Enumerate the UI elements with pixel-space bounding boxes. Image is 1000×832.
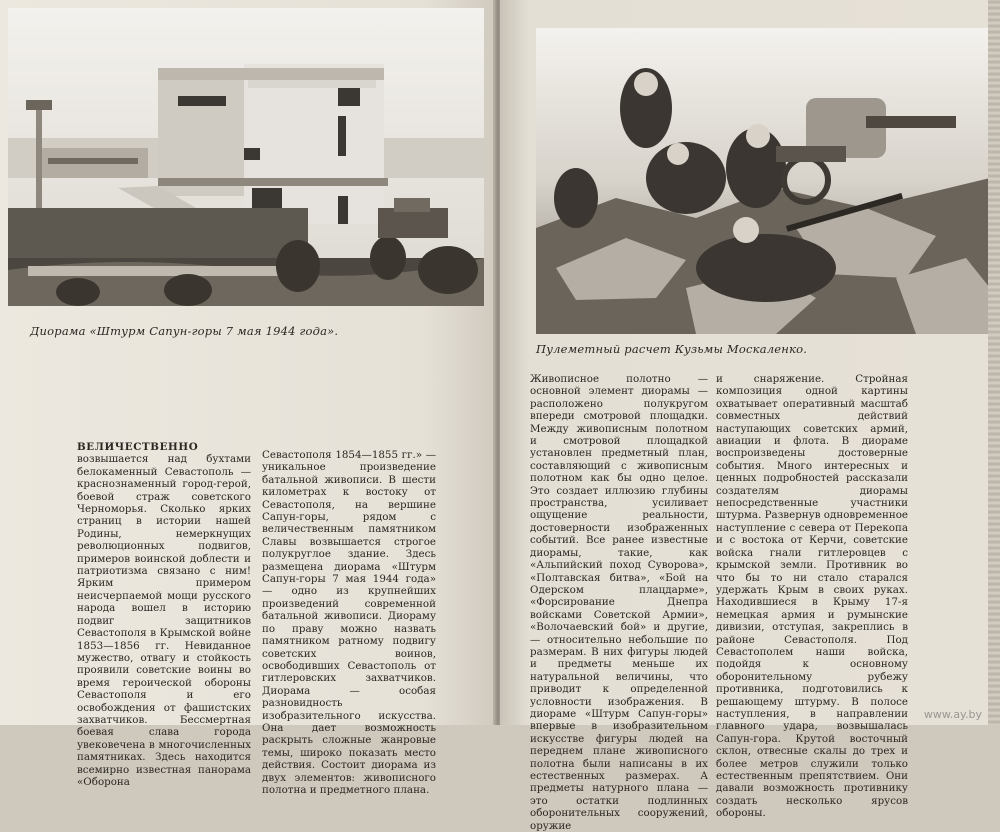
left-photo-caption: Диорама «Штурм Сапун-горы 7 мая 1944 года». <box>30 324 339 338</box>
right-page <box>500 0 990 832</box>
left-column-2: Севастополя 1854—1855 гг.» — уникальное произведение батальной живописи. В шести километрах к востоку от Севастополя, на вершине Сапун-горы, рядом с величественным памятником Славы возвышается строгое полукруглое здание. Здесь размещена диорама «Штурм Сапун-горы 7 мая 1944 года» — одно из крупнейших произведений современной батальной живописи. Диораму по праву можно назвать памятником ратному подвигу советских воинов, освободивших Севастополь от гитлеровских захватчиков. Диорама — особая разновидность изобразительного искусства. Она дает возможность раскрыть сложные жанровые темы, широко показать место действия. Состоит диорама из двух элементов: живописного полотна и предметного плана. <box>262 449 436 796</box>
right-photo-caption: Пулеметный расчет Кузьмы Москаленко. <box>536 342 808 356</box>
left-column-1-text: возвышается над бухтами белокаменный Севастополь — краснознаменный город-герой, боевой страж советского Черноморья. Сколько ярких страниц в истории нашей Родины, немеркнущих революционных подвигов, примеров воинской доблести и патриотизма связано с ним! Ярким примером неисчерпаемой мощи русского народа вошел в историю подвиг защитников Севастополя в Крымской войне 1853—1856 гг. Невиданное мужество, отвагу и стойкость проявили советские воины во время героической обороны Севастополя и его освобождения от фашистских захватчиков. Бессмертная боевая слава города увековечена в многочисленных памятниках. Здесь находится всемирно известная панорама «Оборона <box>77 453 251 788</box>
left-column-1 <box>77 441 251 788</box>
page-stack-edge <box>988 0 1000 725</box>
diorama-building-photo <box>8 8 484 306</box>
left-page <box>0 0 498 796</box>
right-column-1: Живописное полотно — основной элемент диорамы — расположено полукругом впереди смотровой площадки. Между живописным полотном и смотровой площадкой установлен предметный план, составляющий с живописным полотном как бы одно целое. Это создает иллюзию глубины пространства, усиливает ощущение реальности, достоверности изображенных событий. Все ранее известные диорамы, такие, как «Альпийский поход Суворова», «Полтавская битва», «Бой на Одерском плацдарме», «Форсирование Днепра войсками Советской Армии», «Волочаевский бой» и другие, — относительно небольшие по размерам. В них фигуры людей и предметы меньше их натуральной величины, что приводит к определенной условности изображения. В диораме «Штурм Сапун-горы» впервые в изобразительном искусстве фигуры людей на переднем плане живописного полотна были написаны в их естественных размерах. А предметы натурного плана — это остатки подлинных оборонительных сооружений, оружие <box>530 373 708 832</box>
machine-gun-crew-painting <box>536 28 990 334</box>
watermark-text: www.ay.by <box>923 708 982 721</box>
right-column-2: и снаряжение. Стройная композиция одной картины охватывает оперативный масштаб совместных действий наступающих советских армий, авиации и флота. В диораме воспроизведены достоверные события. Много интересных и ценных подробностей рассказали создателям диорамы непосредственные участники штурма. Развернув одновременное наступление с севера от Перекопа и с востока от Керчи, советские войска гнали гитлеровцев с крымской земли. Противник во что бы то ни стало старался удержать Крым в своих руках. Находившиеся в Крыму 17-я немецкая армия и румынские дивизии, отступая, закреплись в районе Севастополя. Под Севастополем наши войска, подойдя к основному оборонительному рубежу противника, подготовились к решающему штурму. В полосе наступления, в направлении главного удара, возвышалась Сапун-гора. Крутой восточный склон, отвесные скалы до трех и более метров служили только естественным препятствием. Они давали возможность противнику создать несколько ярусов обороны. <box>716 373 908 820</box>
lead-word: ВЕЛИЧЕСТВЕННО <box>77 441 199 453</box>
